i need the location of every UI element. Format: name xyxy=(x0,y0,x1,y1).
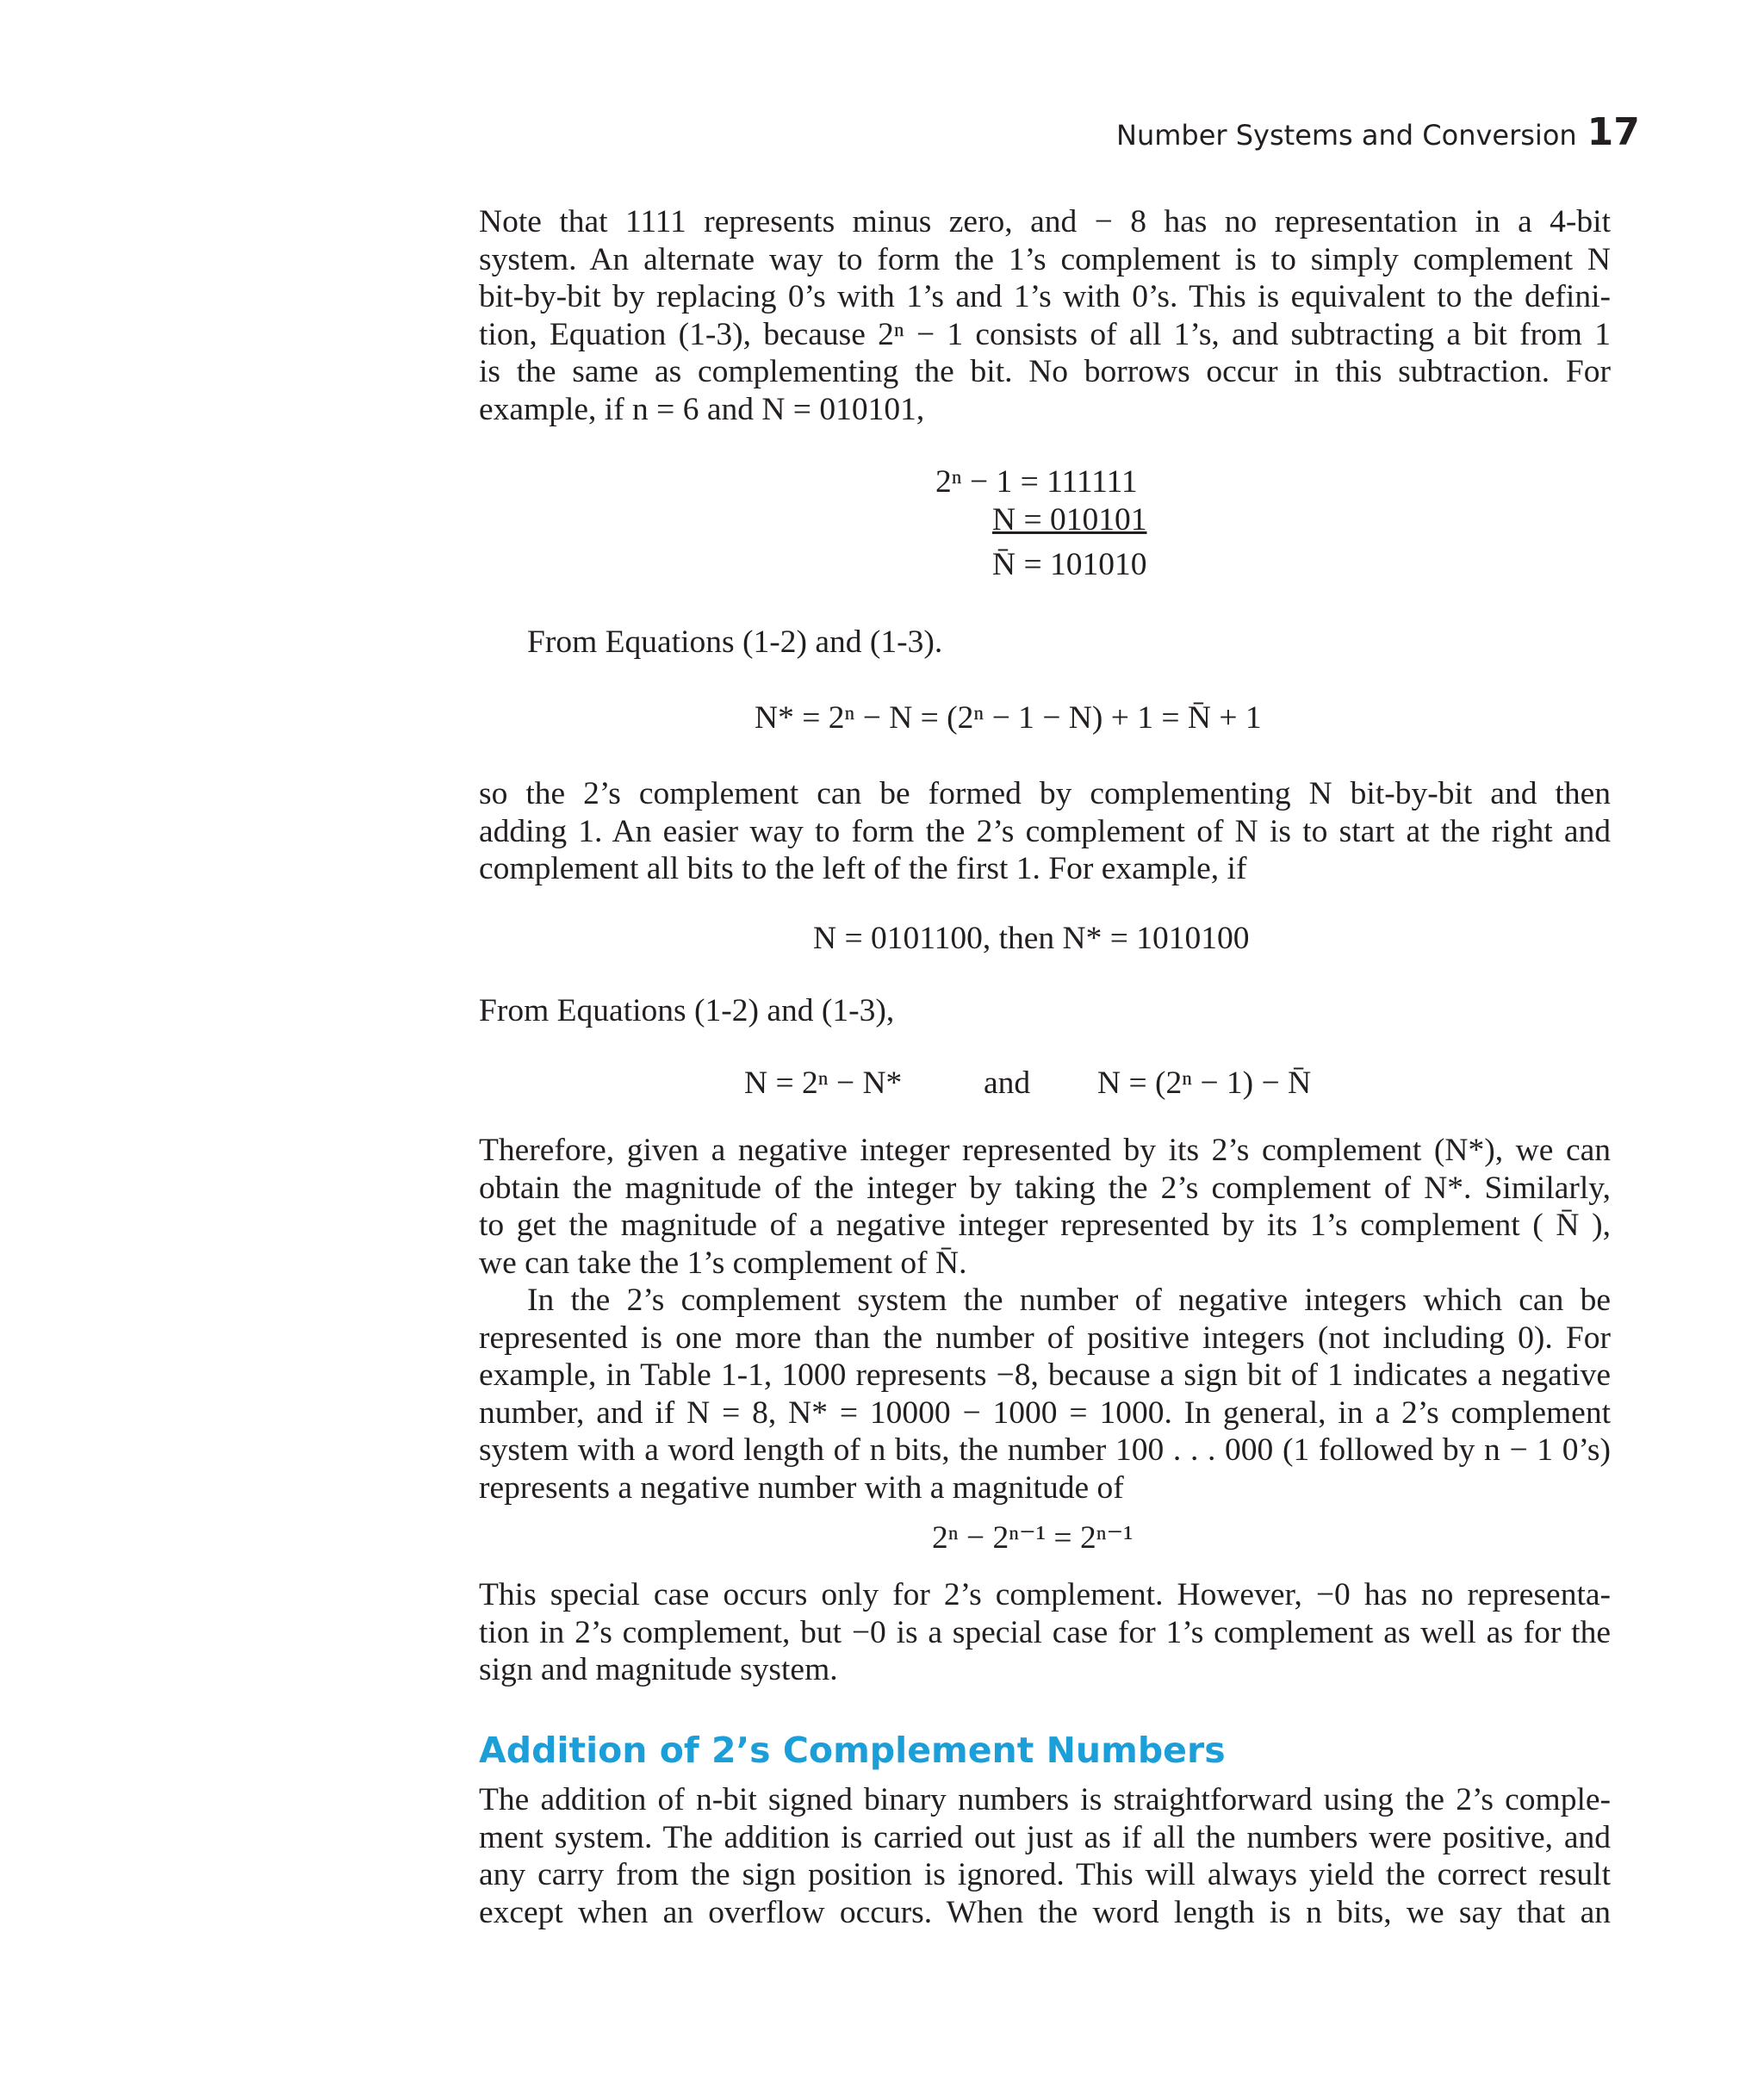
paragraph-special-case xyxy=(479,1576,1611,1689)
example-row: 2ⁿ − 1 = 111111 xyxy=(935,464,1138,500)
example-row: N = 010101 xyxy=(992,502,1147,537)
text-line: complement all bits to the left of the first 1. For example, if xyxy=(479,851,1247,886)
equation-right: N = (2ⁿ − 1) − N̄ xyxy=(1097,1065,1312,1101)
equation-left: N = 2ⁿ − N* xyxy=(744,1065,903,1101)
text-line: adding 1. An easier way to form the 2’s complement of N is to start at the right and xyxy=(479,813,1611,849)
text-line: represented is one more than the number of positive integers (not including 0). For xyxy=(479,1320,1611,1356)
equation-n-star: N* = 2ⁿ − N = (2ⁿ − 1 − N) + 1 = N̄ + 1 xyxy=(755,700,1262,736)
text-line: Note that 1111 represents minus zero, and − 8 has no representation in a 4-bit xyxy=(479,204,1611,239)
equation-magnitude: 2ⁿ − 2ⁿ⁻¹ = 2ⁿ⁻¹ xyxy=(932,1520,1134,1556)
chapter-title: Number Systems and Conversion xyxy=(1116,119,1577,152)
text-line: tion, Equation (1-3), because 2ⁿ − 1 consists of all 1’s, and subtracting a bit from 1 xyxy=(479,316,1611,352)
text-line: obtain the magnitude of the integer by taking the 2’s complement of N*. Similarly, xyxy=(479,1170,1611,1206)
text-line: example, if n = 6 and N = 010101, xyxy=(479,391,925,427)
running-header xyxy=(1116,109,1640,159)
text-line: Therefore, given a negative integer represented by its 2’s complement (N*), we can xyxy=(479,1133,1611,1168)
text-line: system with a word length of n bits, the number 100 . . . 000 (1 followed by n − 1 0’s) xyxy=(479,1432,1611,1468)
example-line: N = 0101100, then N* = 1010100 xyxy=(813,921,1250,956)
from-equations-line: From Equations (1-2) and (1-3). xyxy=(527,624,943,660)
paragraph-ones-complement xyxy=(479,203,1611,428)
text-line: bit-by-bit by replacing 0’s with 1’s and 1’s with 0’s. This is equivalent to the defini- xyxy=(479,279,1611,314)
paragraph-twos-complement xyxy=(479,775,1611,888)
text-line: example, in Table 1-1, 1000 represents −8, because a sign bit of 1 indicates a negative xyxy=(479,1357,1611,1393)
text-line: we can take the 1’s complement of N̄. xyxy=(479,1245,967,1281)
text-line: The addition of n-bit signed binary numbers is straightforward using the 2’s comple- xyxy=(479,1782,1611,1817)
paragraph-negative-integers xyxy=(479,1282,1611,1506)
text-line: is the same as complementing the bit. No borrows occur in this subtraction. For xyxy=(479,354,1611,389)
paragraph-magnitude xyxy=(479,1132,1611,1282)
text-line: sign and magnitude system. xyxy=(479,1652,838,1687)
text-line: any carry from the sign position is ignored. This will always yield the correct result xyxy=(479,1857,1611,1892)
text-line: tion in 2’s complement, but −0 is a special case for 1’s complement as well as for the xyxy=(479,1614,1611,1650)
text-line: ment system. The addition is carried out just as if all the numbers were positive, and xyxy=(479,1819,1611,1855)
section-heading: Addition of 2’s Complement Numbers xyxy=(479,1730,1226,1771)
example-row: N̄ = 101010 xyxy=(992,547,1147,582)
text-line: so the 2’s complement can be formed by complementing N bit-by-bit and then xyxy=(479,776,1611,811)
from-equations-line: From Equations (1-2) and (1-3), xyxy=(479,993,895,1028)
text-line: to get the magnitude of a negative integer represented by its 1’s complement ( N̄ ), xyxy=(479,1208,1611,1243)
text-line: This special case occurs only for 2’s complement. However, −0 has no representa- xyxy=(479,1577,1611,1612)
text-line: number, and if N = 8, N* = 10000 − 1000 = 1000. In general, in a 2’s complement xyxy=(479,1395,1611,1431)
paragraph-addition xyxy=(479,1781,1611,1931)
text-line: In the 2’s complement system the number of negative integers which can be xyxy=(527,1283,1611,1318)
text-line: system. An alternate way to form the 1’s complement is to simply complement N xyxy=(479,241,1611,277)
equation-connector: and xyxy=(984,1065,1031,1101)
text-line: except when an overflow occurs. When the word length is n bits, we say that an xyxy=(479,1894,1611,1930)
page-number: 17 xyxy=(1587,110,1640,154)
text-line: represents a negative number with a magnitude of xyxy=(479,1469,1124,1506)
